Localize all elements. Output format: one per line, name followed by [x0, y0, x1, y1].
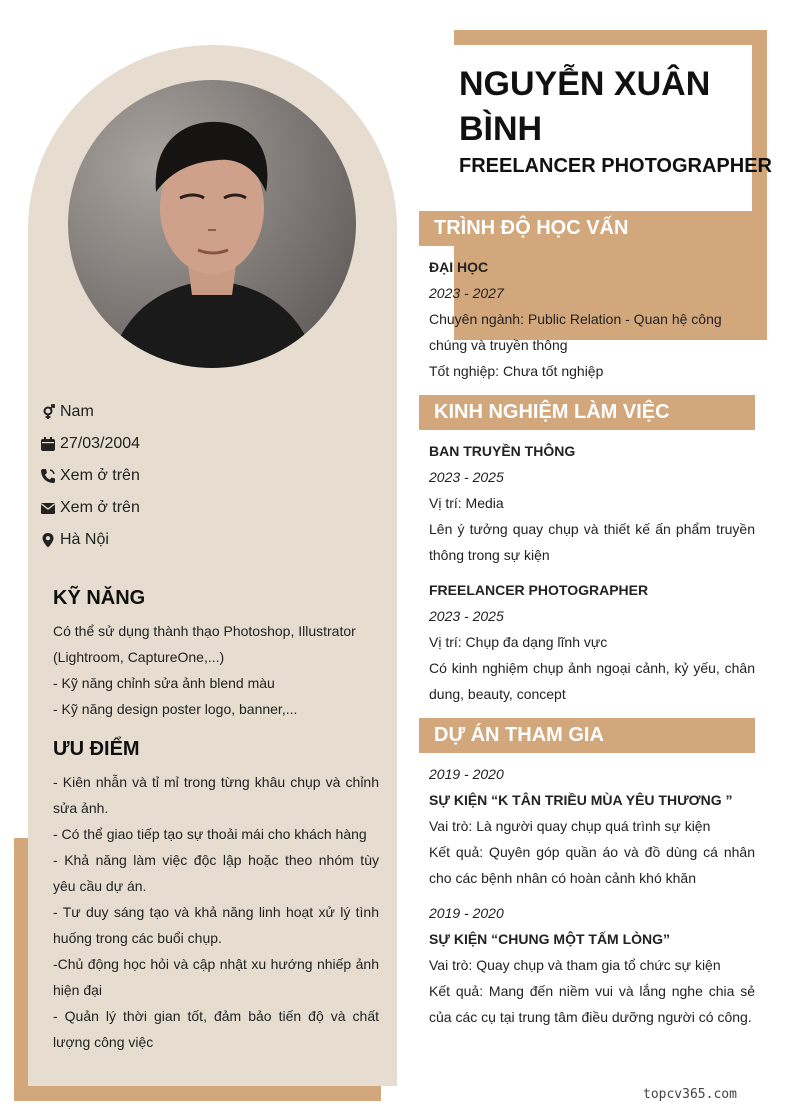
portrait-photo — [68, 80, 356, 368]
strength-item: - Có thể giao tiếp tạo sự thoải mái cho khách hàng — [53, 826, 367, 842]
strength-item: - Quản lý thời gian tốt, đảm bảo tiến độ và chất lượng công việc — [53, 1008, 379, 1050]
phone-value: Xem ở trên — [60, 467, 140, 484]
job-title: FREELANCER PHOTOGRAPHER — [459, 155, 772, 177]
email-icon — [40, 500, 56, 516]
education-heading: TRÌNH ĐỘ HỌC VẤN — [419, 211, 755, 246]
contact-birthday — [40, 432, 140, 456]
strength-item: - Khả năng làm việc độc lập hoặc theo nhóm tùy yêu cầu dự án. — [53, 852, 379, 894]
name-line-2: BÌNH — [459, 110, 543, 148]
experience-heading: KINH NGHIỆM LÀM VIỆC — [419, 395, 755, 430]
strength-item: - Kiên nhẫn và tỉ mỉ trong từng khâu chụp và chỉnh sửa ảnh. — [53, 774, 379, 816]
education-period: 2023 - 2027 — [429, 285, 504, 301]
project-name: SỰ KIỆN “K TÂN TRIỀU MÙA YÊU THƯƠNG ” — [429, 792, 733, 808]
candidate-name — [459, 62, 749, 152]
project-period: 2019 - 2020 — [429, 905, 504, 921]
phone-icon — [40, 468, 56, 484]
skills-item: - Kỹ năng design poster logo, banner,... — [53, 701, 298, 717]
job-position: Vị trí: Chụp đa dạng lĩnh vực — [429, 634, 608, 650]
job-description: Lên ý tưởng quay chụp và thiết kế ấn phẩm truyền thông trong sự kiện — [429, 521, 755, 563]
project-result: Kết quả: Mang đến niềm vui và lắng nghe chia sẻ của các cụ tại trung tâm điều dưỡng người có công. — [429, 983, 755, 1025]
strength-item: - Tư duy sáng tạo và khả năng linh hoạt xử lý tình huống trong các buổi chụp. — [53, 904, 379, 946]
job-position: Vị trí: Media — [429, 495, 504, 511]
education-section — [429, 254, 755, 384]
strength-item: -Chủ động học hỏi và cập nhật xu hướng nhiếp ảnh hiện đại — [53, 956, 379, 998]
strengths-list — [53, 769, 379, 1055]
education-status: Tốt nghiệp: Chưa tốt nghiệp — [429, 363, 604, 379]
calendar-icon — [40, 436, 56, 452]
contact-phone — [40, 464, 140, 488]
email-value: Xem ở trên — [60, 499, 140, 516]
project-2 — [429, 900, 755, 1030]
experience-job-1 — [429, 438, 755, 568]
project-period: 2019 - 2020 — [429, 766, 504, 782]
job-description: Có kinh nghiệm chụp ảnh ngoại cảnh, kỷ yếu, chân dung, beauty, concept — [429, 660, 755, 702]
project-role: Vai trò: Quay chụp và tham gia tổ chức sự kiện — [429, 957, 721, 973]
skills-item: - Kỹ năng chỉnh sửa ảnh blend màu — [53, 675, 275, 691]
job-period: 2023 - 2025 — [429, 469, 504, 485]
name-line-1: NGUYỄN XUÂN — [459, 65, 711, 103]
skills-title: KỸ NĂNG — [53, 587, 146, 609]
footer-watermark: topcv365.com — [643, 1087, 737, 1102]
gender-icon — [40, 404, 56, 420]
projects-heading: DỰ ÁN THAM GIA — [419, 718, 755, 753]
address-value: Hà Nội — [60, 531, 109, 548]
project-result: Kết quả: Quyên góp quần áo và đồ dùng cá nhân cho các bệnh nhân có hoàn cảnh khó khăn — [429, 844, 755, 886]
gender-value: Nam — [60, 403, 94, 420]
project-1 — [429, 761, 755, 891]
contact-gender — [40, 400, 94, 424]
job-org: BAN TRUYỀN THÔNG — [429, 443, 576, 459]
job-org: FREELANCER PHOTOGRAPHER — [429, 582, 649, 598]
experience-job-2 — [429, 577, 755, 707]
project-name: SỰ KIỆN “CHUNG MỘT TẤM LÒNG” — [429, 931, 671, 947]
avatar — [68, 80, 356, 368]
contact-email — [40, 496, 140, 520]
education-major: Chuyên ngành: Public Relation - Quan hệ công chúng và truyền thông — [429, 311, 722, 353]
project-role: Vai trò: Là người quay chụp quá trình sự kiện — [429, 818, 711, 834]
education-school: ĐẠI HỌC — [429, 259, 489, 275]
job-period: 2023 - 2025 — [429, 608, 504, 624]
location-icon — [40, 532, 56, 548]
contact-address — [40, 528, 109, 552]
strengths-title: ƯU ĐIỂM — [53, 738, 140, 760]
birthday-value: 27/03/2004 — [60, 435, 141, 452]
skills-item: Có thể sử dụng thành thạo Photoshop, Illustrator (Lightroom, CaptureOne,...) — [53, 623, 356, 665]
skills-list — [53, 618, 379, 722]
